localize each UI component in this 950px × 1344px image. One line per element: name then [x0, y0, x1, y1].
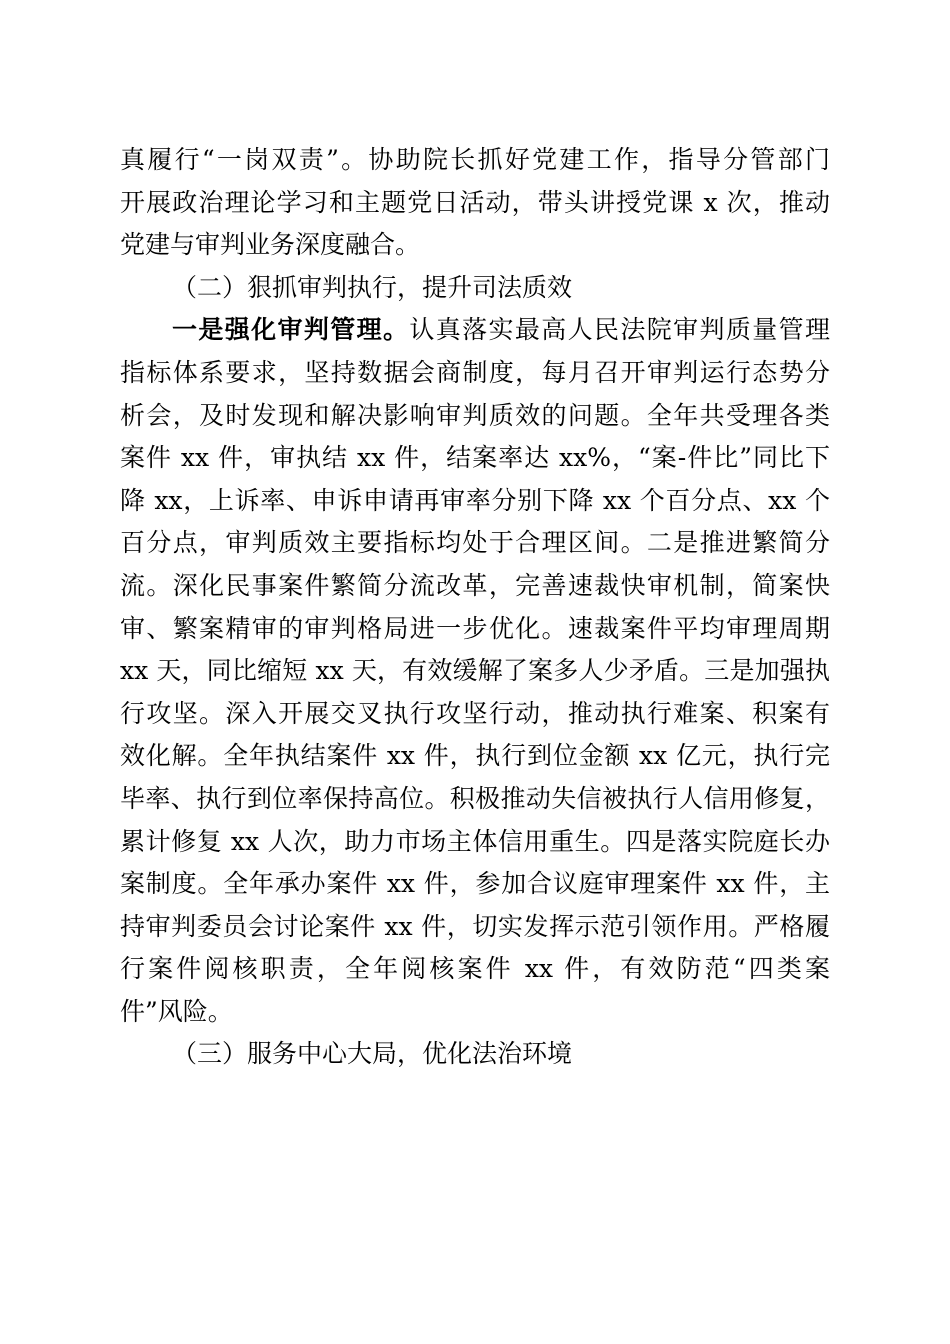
paragraph-text: 认真落实最高人民法院审判质量管理	[409, 315, 830, 345]
paragraph-line: 累计修复 xx 人次，助力市场主体信用重生。四是落实院庭长办	[120, 826, 830, 856]
paragraph-lead-line	[120, 309, 830, 352]
paragraph-line: 效化解。全年执结案件 xx 件，执行到位金额 xx 亿元，执行完	[120, 741, 830, 771]
paragraph-line: 案制度。全年承办案件 xx 件，参加合议庭审理案件 xx 件，主	[120, 869, 830, 899]
body-text	[120, 139, 830, 1076]
paragraph-line: 百分点，审判质效主要指标均处于合理区间。二是推进繁简分	[120, 528, 830, 558]
paragraph-line: 案件 xx 件，审执结 xx 件，结案率达 xx%，“案-件比”同比下	[120, 443, 830, 473]
paragraph-line: 指标体系要求，坚持数据会商制度，每月召开审判运行态势分	[120, 357, 830, 387]
subheading-inline: 一是强化审判管理。	[172, 315, 410, 345]
paragraph-line: 流。深化民事案件繁简分流改革，完善速裁快审机制，简案快	[120, 570, 830, 600]
section-heading-2: （二）狠抓审判执行，提升司法质效	[172, 272, 573, 302]
paragraph-line: 审、繁案精审的审判格局进一步优化。速裁案件平均审理周期	[120, 613, 830, 643]
paragraph-line: 毕率、执行到位率保持高位。积极推动失信被执行人信用修复，	[120, 783, 830, 813]
paragraph-line: 开展政治理论学习和主题党日活动，带头讲授党课 x 次，推动	[120, 187, 830, 217]
section-heading-3: （三）服务中心大局，优化法治环境	[172, 1039, 573, 1069]
paragraph-line: 行攻坚。深入开展交叉执行攻坚行动，推动执行难案、积案有	[120, 698, 830, 728]
paragraph-line: 降 xx，上诉率、申诉申请再审率分别下降 xx 个百分点、xx 个	[120, 485, 830, 515]
paragraph-line: 件”风险。	[120, 996, 233, 1026]
paragraph-line: 真履行“一岗双责”。协助院长抓好党建工作，指导分管部门	[120, 145, 830, 174]
paragraph-line: 持审判委员会讨论案件 xx 件，切实发挥示范引领作用。严格履	[120, 911, 830, 941]
paragraph-line: 行案件阅核职责，全年阅核案件 xx 件，有效防范“四类案	[120, 954, 830, 984]
paragraph-line: 析会，及时发现和解决影响审判质效的问题。全年共受理各类	[120, 400, 830, 430]
paragraph-line: 党建与审判业务深度融合。	[120, 230, 421, 260]
paragraph-line: xx 天，同比缩短 xx 天，有效缓解了案多人少矛盾。三是加强执	[120, 656, 830, 686]
